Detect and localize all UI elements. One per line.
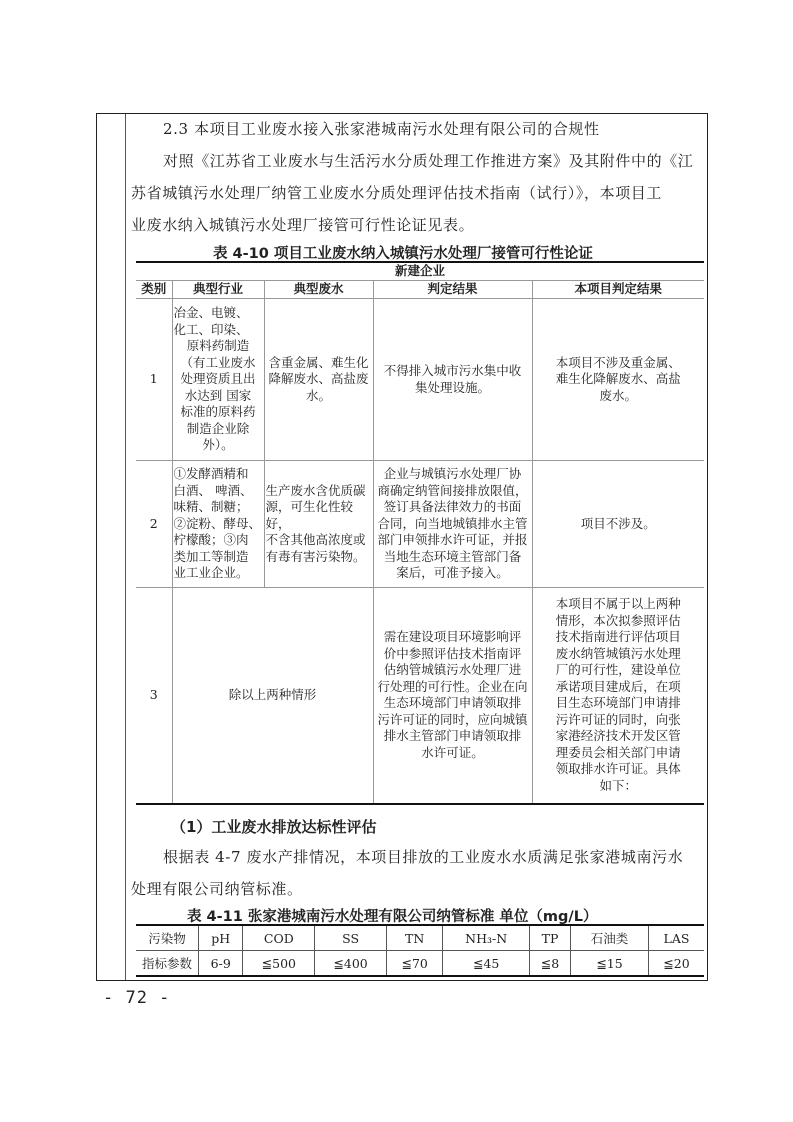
row2-wastewater: 生产废水含优质碳 源，可生化性较好， 不含其他高浓度或 有毒有害污染物。	[264, 461, 373, 588]
t2-header-ph: pH	[199, 925, 243, 951]
t2-header-petroleum: 石油类	[571, 925, 649, 951]
t2-header-tp: TP	[529, 925, 570, 951]
t2-header-tn: TN	[386, 925, 442, 951]
t2-value-petroleum: ≦15	[571, 951, 649, 977]
row2-industry: ①发酵酒精和 白酒、 啤酒、 味精、制糖； ②淀粉、酵母、 柠檬酸；③肉 类加工等制造 业工业企业。	[172, 461, 264, 588]
row3-category: 3	[136, 588, 172, 804]
row1-industry: 冶金、电镀、 化工、印染、 原料药制造 （有工业废水 处理资质且出 水达到 国家 标准的原料药 制造企业除 外）。	[172, 299, 264, 461]
t2-header-nh3n: NH₃-N	[443, 925, 529, 951]
table-row	[136, 299, 704, 461]
t2-row-label: 指标参数	[136, 951, 199, 977]
left-margin-column	[97, 114, 126, 980]
t2-value-cod: ≦500	[243, 951, 315, 977]
t2-header-las: LAS	[648, 925, 704, 951]
row1-wastewater: 含重金属、难生化 降解废水、高盐废 水。	[264, 299, 373, 461]
standards-table	[136, 924, 704, 977]
header-judgement: 判定结果	[373, 281, 532, 299]
t2-header-cod: COD	[243, 925, 315, 951]
table2-caption: 表 4-11 张家港城南污水处理有限公司纳管标准 单位（mg/L）	[187, 909, 598, 925]
page-number: - 72 -	[103, 988, 171, 1008]
intro-line-1: 对照《江苏省工业废水与生活污水分质处理工作推进方案》及其附件中的《江	[163, 152, 694, 170]
t2-value-las: ≦20	[648, 951, 704, 977]
page-frame	[96, 113, 708, 981]
content-area	[127, 114, 707, 980]
header-project-result: 本项目判定结果	[532, 281, 704, 299]
t2-header-ss: SS	[315, 925, 387, 951]
row3-industry-merged: 除以上两种情形	[172, 588, 373, 804]
row3-project-result: 本项目不属于以上两种 情形，本次拟参照评估 技术指南进行评估项目 废水纳管城镇污水处理 厂的可行性，建设单位 承诺项目建成后，在项 目生态环境部门申请排 污许可证的同时，向张 家港经济技术开发区管 理委员会相关部门申请 领取排水许可证。具体 如下：	[532, 588, 704, 804]
table-row	[136, 588, 704, 804]
subheading: （1）工业废水排放达标性评估	[171, 818, 377, 836]
t2-header-label: 污染物	[136, 925, 199, 951]
row2-judgement: 企业与城镇污水处理厂协 商确定纳管间接排放限值， 签订具备法律效力的书面 合同，向当地城镇排水主管 部门申领排水许可证，并报 当地生态环境主管部门备 案后，可准予接入。	[373, 461, 532, 588]
table1-caption: 表 4-10 项目工业废水纳入城镇污水处理厂接管可行性论证	[213, 246, 593, 262]
row1-judgement: 不得排入城市污水集中收 集处理设施。	[373, 299, 532, 461]
t2-value-tp: ≦8	[529, 951, 570, 977]
header-category: 类别	[136, 281, 172, 299]
para2-line-1: 根据表 4-7 废水产排情况，本项目排放的工业废水水质满足张家港城南污水	[163, 848, 684, 866]
section-heading: 2.3 本项目工业废水接入张家港城南污水处理有限公司的合规性	[163, 120, 600, 138]
intro-line-2: 苏省城镇污水处理厂纳管工业废水分质处理评估技术指南（试行）》，本项目工	[131, 184, 663, 202]
t2-value-nh3n: ≦45	[443, 951, 529, 977]
t2-value-tn: ≦70	[386, 951, 442, 977]
t2-value-ss: ≦400	[315, 951, 387, 977]
row1-project-result: 本项目不涉及重金属、 难生化降解废水、高盐 废水。	[532, 299, 704, 461]
intro-line-3: 业废水纳入城镇污水处理厂接管可行性论证见表。	[131, 216, 475, 234]
header-industry: 典型行业	[172, 281, 264, 299]
header-wastewater: 典型废水	[264, 281, 373, 299]
row1-category: 1	[136, 299, 172, 461]
t2-value-ph: 6-9	[199, 951, 243, 977]
row2-project-result: 项目不涉及。	[532, 461, 704, 588]
row3-judgement: 需在建设项目环境影响评 价中参照评估技术指南评 估纳管城镇污水处理厂进 行处理的可行性。企业在向 生态环境部门申请领取排 污许可证的同时，应向城镇 排水主管部门申请领取排 水许可证。	[373, 588, 532, 804]
table-row	[136, 461, 704, 588]
group-header: 新建企业	[136, 262, 704, 281]
feasibility-table	[136, 261, 704, 805]
row2-category: 2	[136, 461, 172, 588]
para2-line-2: 处理有限公司纳管标准。	[131, 880, 303, 898]
